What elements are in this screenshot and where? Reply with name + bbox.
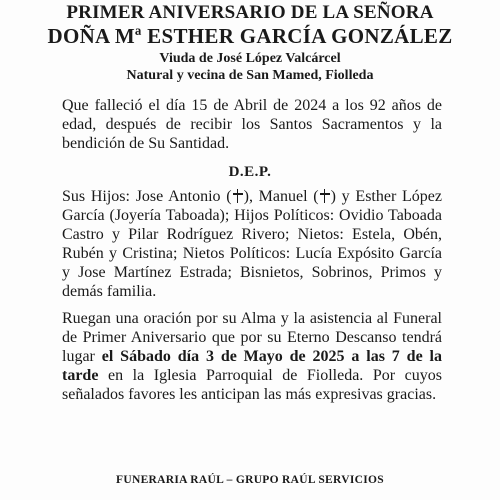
- family-text-1: Sus Hijos: Jose Antonio (: [62, 188, 232, 205]
- title-line-2: DOÑA Mª ESTHER GARCÍA GONZÁLEZ: [47, 24, 453, 48]
- dep-heading: D.E.P.: [228, 164, 272, 180]
- cross-icon: [319, 189, 331, 203]
- family-text-2: ), Manuel (: [243, 188, 319, 205]
- cross-icon: [232, 189, 244, 203]
- invitation-paragraph: [62, 309, 442, 404]
- subtitle-origin: Natural y vecina de San Mamed, Fiolleda: [126, 68, 374, 83]
- invitation-text-1: Ruegan una oración por su Alma y la asistencia al Funeral de Primer Aniversario que por su Eterno Descanso tendrá lugar: [62, 310, 442, 365]
- family-text-3: ) y Esther López García (Joyería Taboada); Hijos Políticos: Ovidio Taboada Castro y Pilar Rodríguez Rivero; Nietos: Estela, Obén, Rubén y Cristina; Nietos Políticos: Lucía Expósito García y Jose Martínez Estrada; Bisnietos, Sobrinos, Primos y demás familia.: [62, 188, 443, 300]
- invitation-text-2: en la Iglesia Parroquial de Fiolleda. Por cuyos señalados favores les anticipan las más expresivas gracias.: [62, 367, 442, 403]
- subtitle-widow: Viuda de José López Valcárcel: [159, 51, 341, 66]
- title-line-1: PRIMER ANIVERSARIO DE LA SEÑORA: [66, 2, 434, 23]
- death-notice-paragraph: Que falleció el día 15 de Abril de 2024 a los 92 años de edad, después de recibir los Santos Sacramentos y la bendición de Su Santidad.: [62, 97, 442, 152]
- funeral-home-footer: FUNERARIA RAÚL – GRUPO RAÚL SERVICIOS: [116, 474, 384, 486]
- family-paragraph: [62, 187, 442, 301]
- funeral-date: el Sábado día 3 de Mayo de 2025 a las 7 de la tarde: [62, 348, 442, 384]
